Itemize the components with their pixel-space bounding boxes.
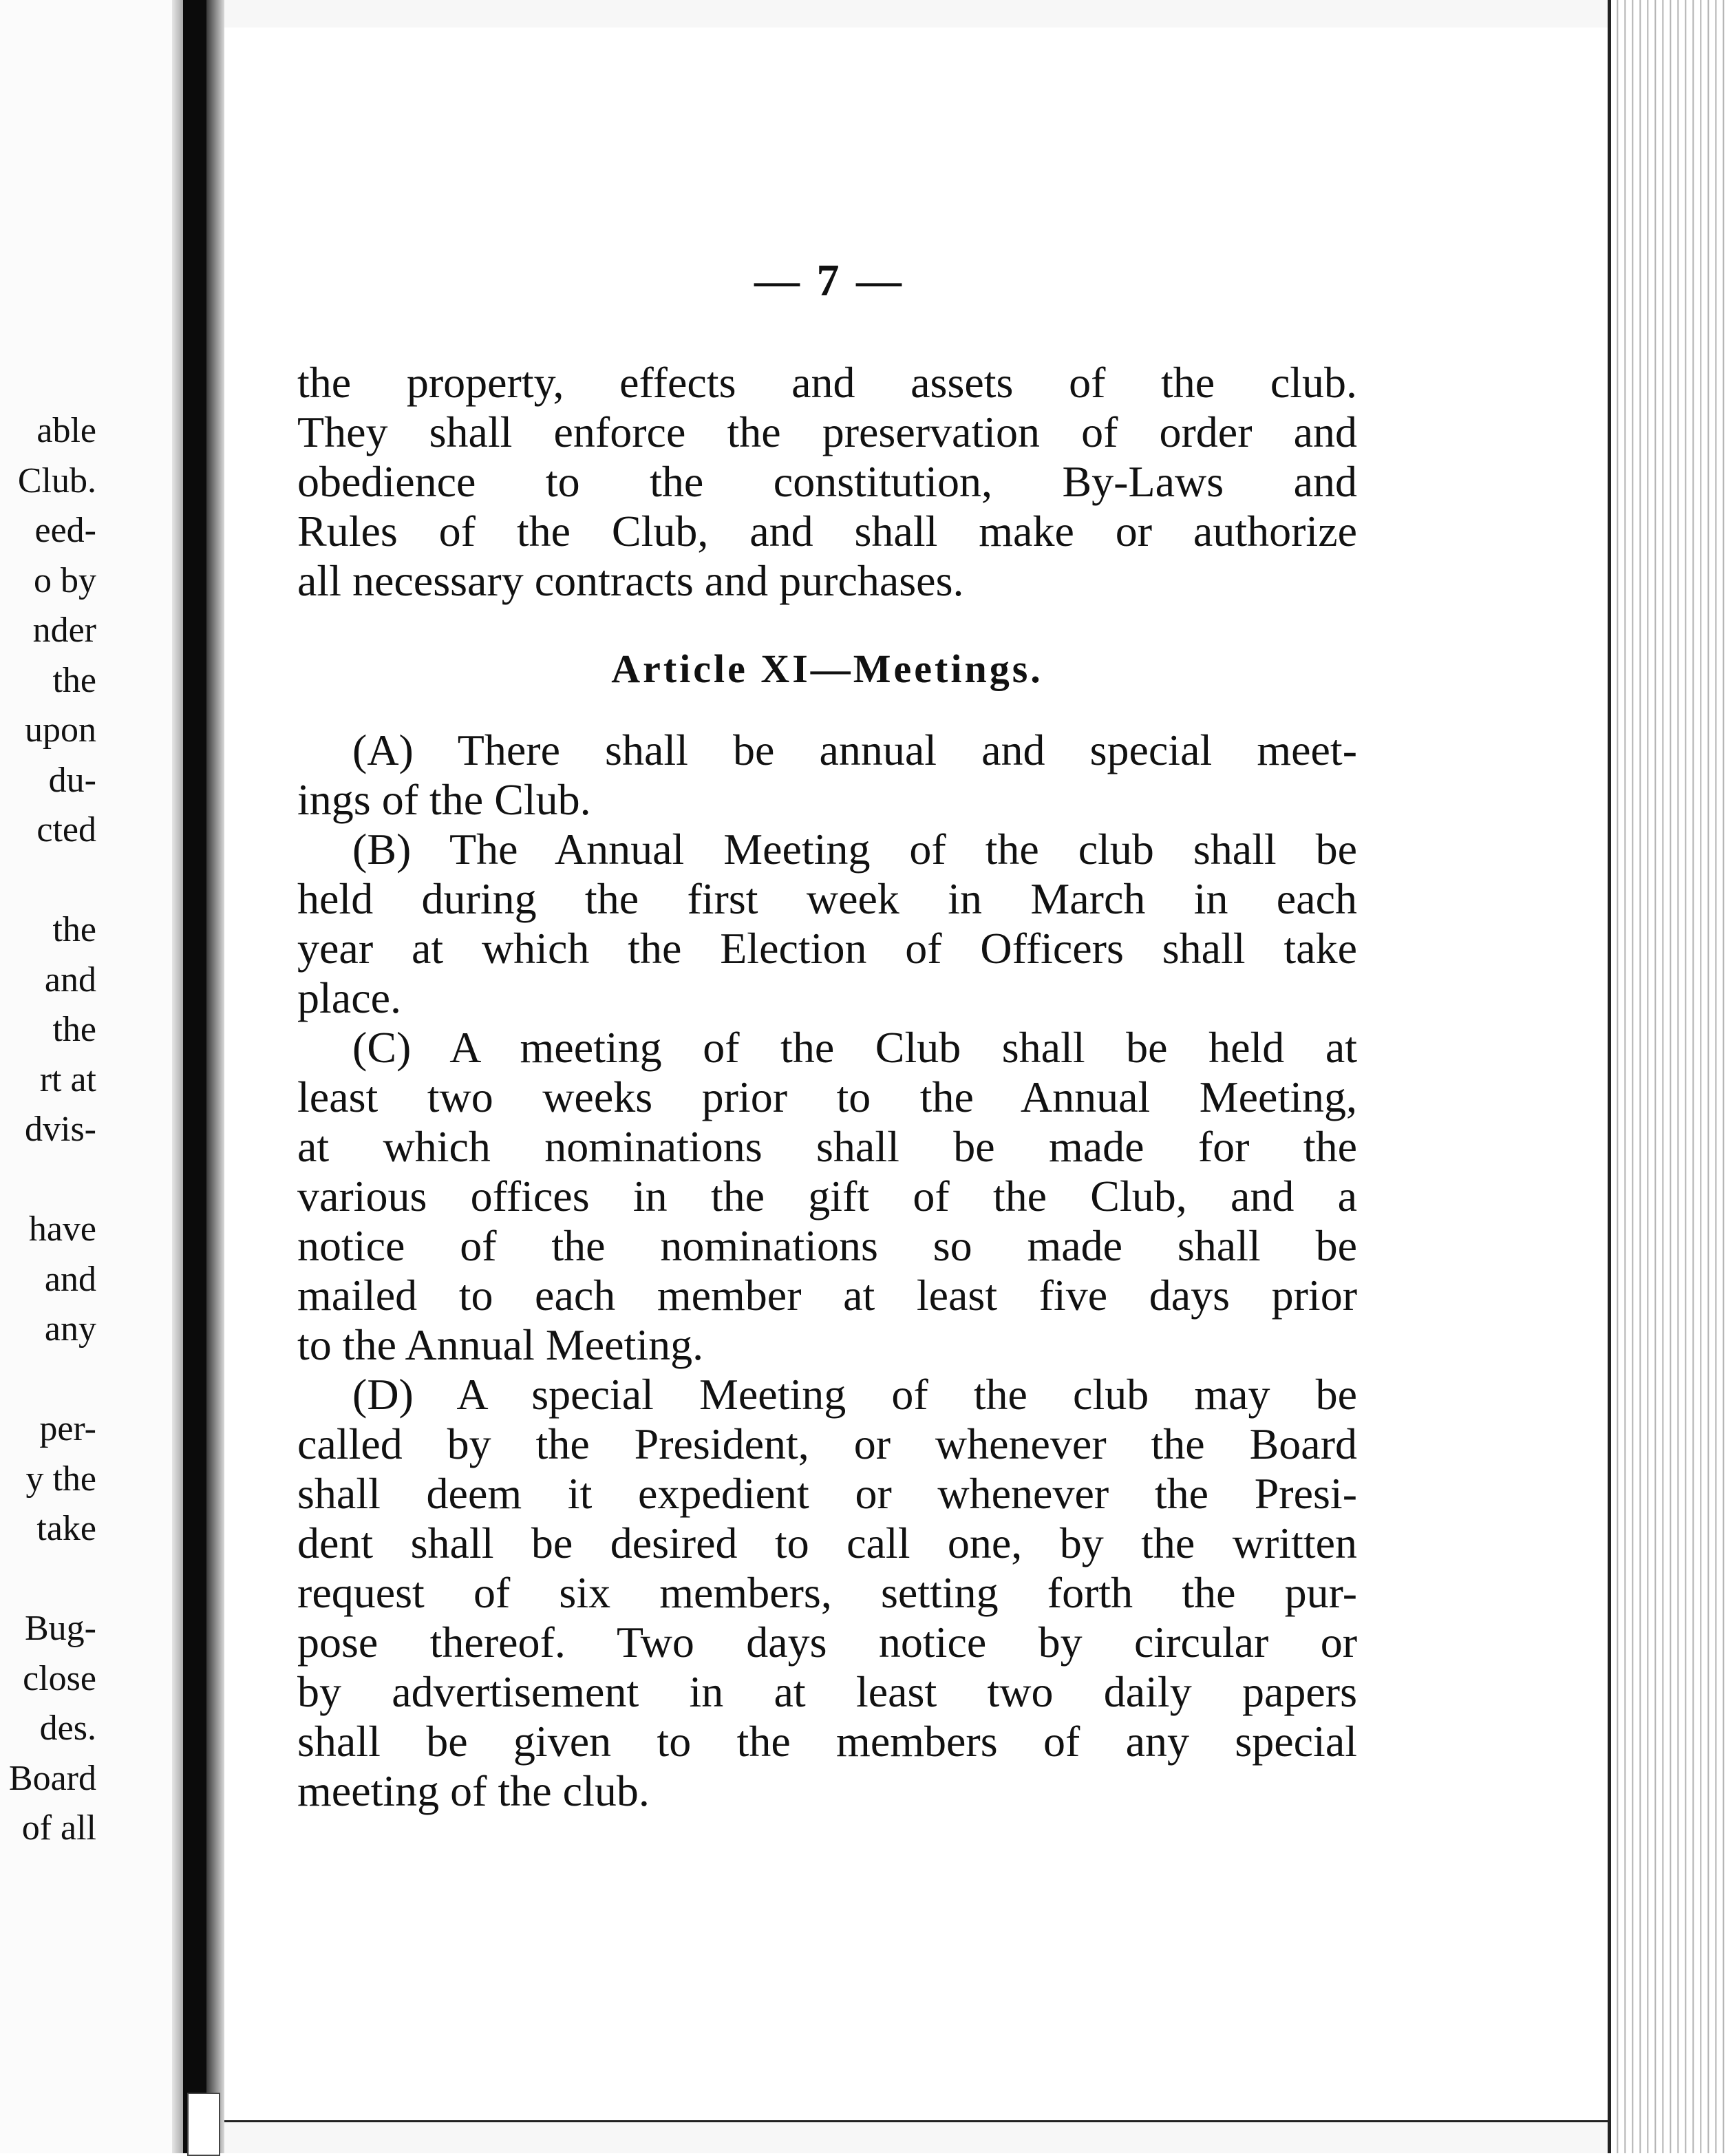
text-line: dent shall be desired to call one, by the written	[297, 1519, 1357, 1567]
spine-shadow	[206, 0, 224, 2153]
text-line: shall be given to the members of any special	[297, 1717, 1357, 1766]
clause-c	[297, 1023, 1357, 1370]
page-number: — 7 —	[754, 255, 904, 306]
previous-page-line: o by	[34, 560, 96, 600]
previous-page-line: the	[52, 1010, 96, 1049]
text-line: various offices in the gift of the Club, and a	[297, 1172, 1357, 1220]
previous-page-line	[0, 1355, 96, 1405]
text-line: shall deem it expedient or whenever the Presi-	[297, 1469, 1357, 1518]
previous-page-line: eed-	[34, 511, 96, 550]
page-tab	[187, 2093, 220, 2156]
previous-page-line	[0, 1155, 96, 1205]
text-line: (A) There shall be annual and special meet-	[352, 726, 1357, 774]
previous-page-line: upon	[25, 710, 96, 750]
text-line: by advertisement in at least two daily papers	[297, 1667, 1357, 1716]
previous-page-line: des.	[39, 1709, 96, 1748]
paragraph-powers	[297, 358, 1357, 606]
text-line: all necessary contracts and purchases.	[297, 556, 964, 605]
text-line: request of six members, setting forth the pur-	[297, 1568, 1357, 1617]
previous-page-line: Bug-	[25, 1609, 96, 1648]
text-line: to the Annual Meeting.	[297, 1320, 704, 1369]
previous-page-edge	[0, 0, 189, 2153]
previous-page-line: any	[44, 1309, 96, 1349]
previous-page-line: of all	[21, 1808, 96, 1848]
previous-page-line: and	[44, 960, 96, 1000]
previous-page-line: nder	[32, 611, 96, 650]
clause-b	[297, 825, 1357, 1023]
previous-page-line: the	[52, 660, 96, 700]
previous-page-line: have	[28, 1209, 96, 1249]
previous-page-line: du-	[48, 760, 96, 800]
text-line: place.	[297, 973, 401, 1022]
previous-page-line: per-	[39, 1409, 96, 1448]
text-line: held during the first week in March in each	[297, 874, 1357, 923]
text-line: the property, effects and assets of the club.	[297, 358, 1357, 407]
article-heading: Article XI—Meetings.	[611, 646, 1043, 691]
previous-page-text	[0, 406, 96, 1854]
text-line: obedience to the constitution, By-Laws and	[297, 457, 1357, 506]
text-line: They shall enforce the preservation of order and	[297, 408, 1357, 456]
previous-page-line	[0, 1554, 96, 1605]
book-fore-edge	[1608, 0, 1726, 2153]
text-line: at which nominations shall be made for the	[297, 1122, 1357, 1171]
text-line: meeting of the club.	[297, 1766, 650, 1815]
text-line: pose thereof. Two days notice by circular or	[297, 1618, 1357, 1667]
previous-page-line: cted	[36, 810, 96, 849]
previous-page-line: Board	[8, 1758, 96, 1798]
text-line: (D) A special Meeting of the club may be	[352, 1370, 1357, 1419]
previous-page-line: take	[36, 1509, 96, 1548]
previous-page-line: the	[52, 910, 96, 949]
text-line: least two weeks prior to the Annual Meeting,	[297, 1072, 1357, 1121]
text-line: Rules of the Club, and shall make or authorize	[297, 507, 1357, 556]
text-line: called by the President, or whenever the Board	[297, 1419, 1357, 1468]
previous-page-line	[0, 856, 96, 906]
text-line: year at which the Election of Officers shall take	[297, 924, 1357, 973]
clause-a	[297, 726, 1357, 825]
previous-page-line: dvis-	[25, 1110, 96, 1149]
previous-page-line: y the	[25, 1459, 96, 1499]
previous-page-line: and	[44, 1259, 96, 1299]
previous-page-line: close	[23, 1658, 96, 1698]
text-line: (B) The Annual Meeting of the club shall be	[352, 825, 1357, 874]
clause-d	[297, 1370, 1357, 1816]
text-line: (C) A meeting of the Club shall be held at	[352, 1023, 1357, 1072]
previous-page-line: rt at	[39, 1059, 96, 1099]
previous-page-line: Club.	[17, 461, 96, 500]
text-line: mailed to each member at least five days prior	[297, 1271, 1357, 1320]
text-line: notice of the nominations so made shall be	[297, 1221, 1357, 1270]
previous-page-line: able	[36, 411, 96, 450]
book-spine	[183, 0, 206, 2153]
page-body	[297, 358, 1357, 1816]
text-line: ings of the Club.	[297, 775, 591, 824]
